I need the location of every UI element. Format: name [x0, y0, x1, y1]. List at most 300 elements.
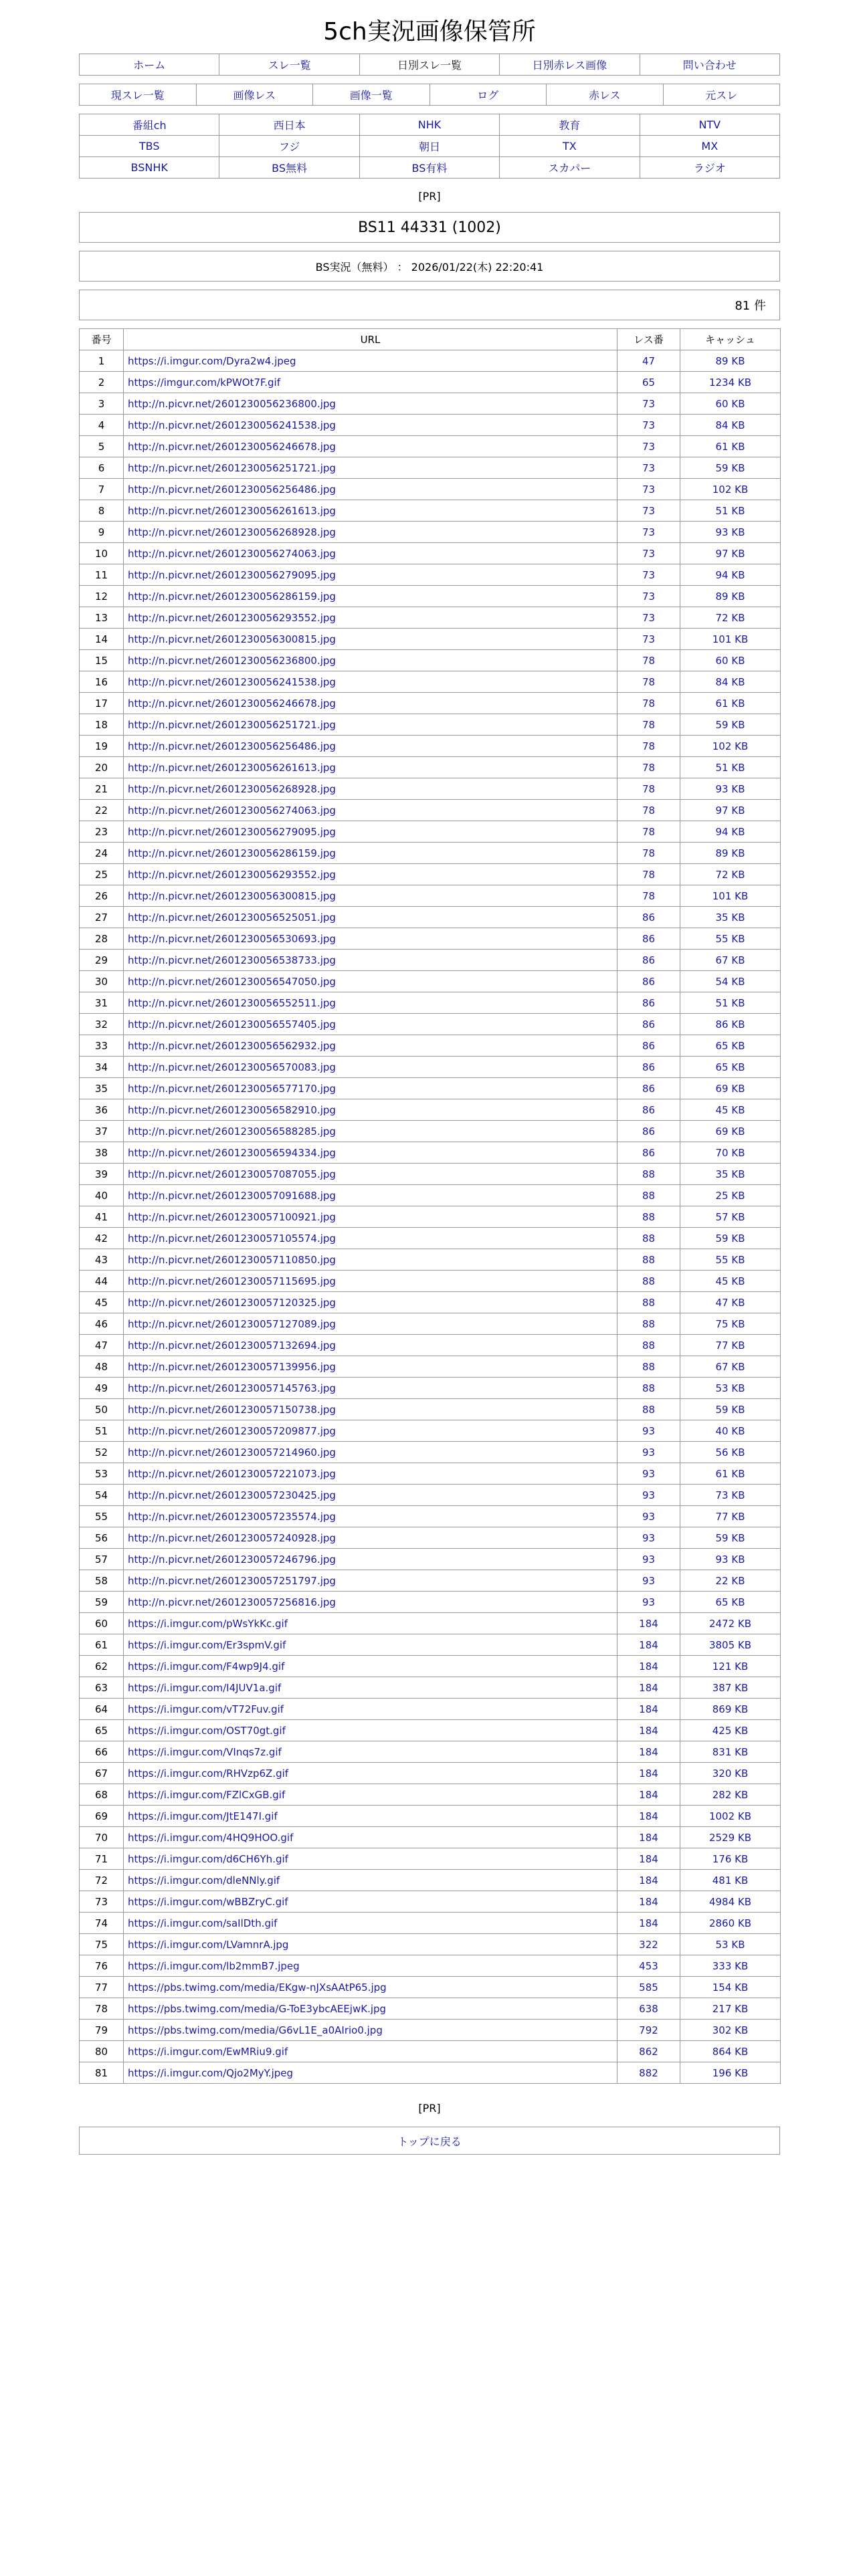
- image-url-link[interactable]: http://n.picvr.net/2601230056300815.jpg: [128, 889, 336, 902]
- cache-link[interactable]: 70 KB: [715, 1146, 745, 1159]
- row-res-cell: [617, 586, 680, 607]
- image-url-link[interactable]: http://n.picvr.net/2601230057100921.jpg: [128, 1210, 336, 1223]
- image-url-link[interactable]: https://i.imgur.com/OST70gt.gif: [128, 1724, 286, 1737]
- cache-link[interactable]: 282 KB: [712, 1788, 749, 1801]
- res-number-link[interactable]: 73: [642, 547, 656, 560]
- row-cache-cell: [680, 629, 781, 650]
- res-number-link[interactable]: 78: [642, 697, 656, 710]
- image-url-link[interactable]: http://n.picvr.net/2601230057132694.jpg: [128, 1339, 336, 1352]
- res-number-link[interactable]: 86: [642, 1018, 656, 1031]
- cache-link[interactable]: 84 KB: [715, 675, 745, 688]
- cache-link[interactable]: 59 KB: [715, 461, 745, 474]
- row-res-cell: [617, 436, 680, 457]
- image-url-link[interactable]: http://n.picvr.net/2601230057087055.jpg: [128, 1168, 336, 1180]
- cache-link[interactable]: 864 KB: [712, 2045, 749, 2058]
- cache-link[interactable]: 387 KB: [712, 1681, 749, 1694]
- res-number-link[interactable]: 882: [639, 2066, 658, 2079]
- res-number-link[interactable]: 86: [642, 1039, 656, 1052]
- cache-link[interactable]: 1002 KB: [708, 1810, 752, 1822]
- image-url-link[interactable]: http://n.picvr.net/2601230056300815.jpg: [128, 633, 336, 645]
- image-url-link[interactable]: http://n.picvr.net/2601230057139956.jpg: [128, 1360, 336, 1373]
- row-url-cell: [124, 736, 617, 757]
- cache-link[interactable]: 61 KB: [715, 1467, 745, 1480]
- cache-link[interactable]: 93 KB: [715, 526, 745, 538]
- cache-link[interactable]: 45 KB: [715, 1103, 745, 1116]
- cache-link[interactable]: 40 KB: [715, 1424, 745, 1437]
- main-nav-link[interactable]: 日別赤レス画像: [532, 59, 607, 72]
- cache-link[interactable]: 1234 KB: [708, 376, 752, 389]
- image-url-link[interactable]: http://n.picvr.net/2601230057105574.jpg: [128, 1232, 336, 1245]
- image-count: 81 件: [735, 299, 766, 313]
- cache-link[interactable]: 65 KB: [715, 1061, 745, 1073]
- image-url-link[interactable]: https://i.imgur.com/Dyra2w4.jpeg: [128, 354, 296, 367]
- channel-link[interactable]: MX: [701, 140, 719, 152]
- cache-link[interactable]: 75 KB: [715, 1317, 745, 1330]
- channel-link[interactable]: 教育: [559, 119, 581, 132]
- res-number-link[interactable]: 184: [639, 1895, 658, 1908]
- image-url-link[interactable]: https://imgur.com/kPWOt7F.gif: [128, 376, 280, 389]
- cache-link[interactable]: 101 KB: [712, 889, 749, 902]
- res-number-link[interactable]: 184: [639, 1831, 658, 1844]
- channel-link[interactable]: ラジオ: [693, 162, 726, 175]
- image-url-link[interactable]: https://i.imgur.com/dleNNly.gif: [128, 1874, 280, 1887]
- res-number-link[interactable]: 47: [642, 354, 656, 367]
- image-url-link[interactable]: http://n.picvr.net/2601230056241538.jpg: [128, 419, 336, 431]
- row-cache-cell: [680, 992, 781, 1014]
- thread-nav-link[interactable]: 現スレ一覧: [110, 89, 165, 102]
- cache-link[interactable]: 2472 KB: [708, 1617, 752, 1630]
- res-number-link[interactable]: 86: [642, 911, 656, 924]
- image-url-link[interactable]: http://n.picvr.net/2601230057150738.jpg: [128, 1403, 336, 1416]
- cache-link[interactable]: 45 KB: [715, 1275, 745, 1287]
- image-url-link[interactable]: https://pbs.twimg.com/media/G6vL1E_a0AIrio0.jpg: [128, 2024, 383, 2036]
- back-to-top-link[interactable]: トップに戻る: [397, 2135, 462, 2148]
- cache-link[interactable]: 154 KB: [712, 1981, 749, 1994]
- res-number-link[interactable]: 184: [639, 1767, 658, 1780]
- res-number-link[interactable]: 73: [642, 611, 656, 624]
- image-url-link[interactable]: https://i.imgur.com/RHVzp6Z.gif: [128, 1767, 289, 1780]
- res-number-link[interactable]: 638: [639, 2002, 658, 2015]
- cache-link[interactable]: 65 KB: [715, 1039, 745, 1052]
- image-url-link[interactable]: http://n.picvr.net/2601230056274063.jpg: [128, 547, 336, 560]
- cache-link[interactable]: 53 KB: [715, 1382, 745, 1394]
- image-url-link[interactable]: https://pbs.twimg.com/media/EKgw-nJXsAAtP65.jpg: [128, 1981, 387, 1994]
- res-number-link[interactable]: 88: [642, 1360, 656, 1373]
- table-row: [80, 607, 781, 629]
- res-number-link[interactable]: 78: [642, 740, 656, 752]
- res-number-link[interactable]: 322: [639, 1938, 658, 1951]
- res-number-link[interactable]: 78: [642, 782, 656, 795]
- row-cache-cell: [680, 1891, 781, 1913]
- cache-link[interactable]: 102 KB: [712, 740, 749, 752]
- cache-link[interactable]: 55 KB: [715, 932, 745, 945]
- main-nav-link[interactable]: 問い合わせ: [682, 59, 737, 72]
- res-number-link[interactable]: 88: [642, 1210, 656, 1223]
- res-number-link[interactable]: 184: [639, 1917, 658, 1929]
- thread-nav-link[interactable]: 元スレ: [705, 89, 738, 102]
- res-number-link[interactable]: 86: [642, 975, 656, 988]
- channel-link[interactable]: 西日本: [273, 119, 306, 132]
- res-number-link[interactable]: 93: [642, 1553, 656, 1566]
- res-number-link[interactable]: 184: [639, 1724, 658, 1737]
- cache-link[interactable]: 333 KB: [712, 1959, 749, 1972]
- image-url-link[interactable]: http://n.picvr.net/2601230056547050.jpg: [128, 975, 336, 988]
- cache-link[interactable]: 89 KB: [715, 847, 745, 859]
- cache-link[interactable]: 86 KB: [715, 1018, 745, 1031]
- res-number-link[interactable]: 78: [642, 718, 656, 731]
- image-url-link[interactable]: http://n.picvr.net/2601230057256816.jpg: [128, 1596, 336, 1608]
- row-res-cell: [617, 543, 680, 564]
- image-url-link[interactable]: http://n.picvr.net/2601230056286159.jpg: [128, 590, 336, 603]
- channel-link[interactable]: NHK: [417, 118, 442, 131]
- image-url-link[interactable]: http://n.picvr.net/2601230057127089.jpg: [128, 1317, 336, 1330]
- image-url-link[interactable]: http://n.picvr.net/2601230056256486.jpg: [128, 483, 336, 496]
- res-number-link[interactable]: 73: [642, 568, 656, 581]
- row-cache-cell: [680, 885, 781, 907]
- cache-link[interactable]: 35 KB: [715, 911, 745, 924]
- cache-link[interactable]: 4984 KB: [708, 1895, 752, 1908]
- res-number-link[interactable]: 93: [642, 1510, 656, 1523]
- res-number-link[interactable]: 93: [642, 1467, 656, 1480]
- image-url-link[interactable]: http://n.picvr.net/2601230057246796.jpg: [128, 1553, 336, 1566]
- res-number-link[interactable]: 86: [642, 1146, 656, 1159]
- row-cache-cell: [680, 1677, 781, 1699]
- image-url-link[interactable]: http://n.picvr.net/2601230056246678.jpg: [128, 440, 336, 453]
- cache-link[interactable]: 97 KB: [715, 804, 745, 817]
- channel-link[interactable]: フジ: [278, 140, 300, 153]
- cache-link[interactable]: 94 KB: [715, 825, 745, 838]
- row-res-cell: [617, 1741, 680, 1763]
- image-url-link[interactable]: http://n.picvr.net/2601230056251721.jpg: [128, 461, 336, 474]
- image-url-link[interactable]: https://i.imgur.com/LVamnrA.jpg: [128, 1938, 289, 1951]
- image-url-link[interactable]: http://n.picvr.net/2601230056279095.jpg: [128, 568, 336, 581]
- image-url-link[interactable]: http://n.picvr.net/2601230056525051.jpg: [128, 911, 336, 924]
- cache-link[interactable]: 51 KB: [715, 761, 745, 774]
- image-url-link[interactable]: https://i.imgur.com/pWsYkKc.gif: [128, 1617, 288, 1630]
- image-url-link[interactable]: http://n.picvr.net/2601230056256486.jpg: [128, 740, 336, 752]
- image-url-link[interactable]: http://n.picvr.net/2601230056279095.jpg: [128, 825, 336, 838]
- channel-link[interactable]: スカパー: [548, 162, 591, 175]
- res-number-link[interactable]: 184: [639, 1660, 658, 1673]
- res-number-link[interactable]: 88: [642, 1189, 656, 1202]
- res-number-link[interactable]: 86: [642, 1082, 656, 1095]
- res-number-link[interactable]: 73: [642, 419, 656, 431]
- cache-link[interactable]: 176 KB: [712, 1852, 749, 1865]
- res-number-link[interactable]: 88: [642, 1168, 656, 1180]
- cache-link[interactable]: 51 KB: [715, 504, 745, 517]
- res-number-link[interactable]: 184: [639, 1745, 658, 1758]
- image-url-link[interactable]: https://i.imgur.com/Qjo2MyY.jpeg: [128, 2066, 294, 2079]
- image-url-link[interactable]: http://n.picvr.net/2601230056582910.jpg: [128, 1103, 336, 1116]
- channel-link[interactable]: TX: [563, 140, 577, 152]
- res-number-link[interactable]: 184: [639, 1810, 658, 1822]
- res-number-link[interactable]: 88: [642, 1296, 656, 1309]
- image-url-link[interactable]: http://n.picvr.net/2601230057145763.jpg: [128, 1382, 336, 1394]
- row-url-cell: [124, 1249, 617, 1271]
- cache-link[interactable]: 94 KB: [715, 568, 745, 581]
- channel-link[interactable]: BSNHK: [130, 161, 168, 174]
- cache-link[interactable]: 59 KB: [715, 1531, 745, 1544]
- cache-link[interactable]: 102 KB: [712, 483, 749, 496]
- cache-link[interactable]: 217 KB: [712, 2002, 749, 2015]
- res-number-link[interactable]: 86: [642, 954, 656, 966]
- res-number-link[interactable]: 184: [639, 1681, 658, 1694]
- row-url-cell: [124, 971, 617, 992]
- cache-link[interactable]: 84 KB: [715, 419, 745, 431]
- row-number: 37: [80, 1121, 124, 1142]
- image-url-link[interactable]: https://i.imgur.com/JtE147I.gif: [128, 1810, 278, 1822]
- channel-link[interactable]: BS有料: [411, 162, 448, 175]
- res-number-link[interactable]: 184: [639, 1874, 658, 1887]
- cache-link[interactable]: 93 KB: [715, 782, 745, 795]
- res-number-link[interactable]: 78: [642, 868, 656, 881]
- image-url-link[interactable]: http://n.picvr.net/2601230057120325.jpg: [128, 1296, 336, 1309]
- res-number-link[interactable]: 65: [642, 376, 656, 389]
- res-number-link[interactable]: 184: [639, 1788, 658, 1801]
- cache-link[interactable]: 53 KB: [715, 1938, 745, 1951]
- image-url-link[interactable]: http://n.picvr.net/2601230056557405.jpg: [128, 1018, 336, 1031]
- cache-link[interactable]: 101 KB: [712, 633, 749, 645]
- row-number: 24: [80, 843, 124, 864]
- image-url-link[interactable]: http://n.picvr.net/2601230056530693.jpg: [128, 932, 336, 945]
- cache-link[interactable]: 61 KB: [715, 440, 745, 453]
- image-url-link[interactable]: http://n.picvr.net/2601230056577170.jpg: [128, 1082, 336, 1095]
- image-url-link[interactable]: http://n.picvr.net/2601230056246678.jpg: [128, 697, 336, 710]
- row-res-cell: [617, 821, 680, 843]
- res-number-link[interactable]: 792: [639, 2024, 658, 2036]
- res-number-link[interactable]: 88: [642, 1317, 656, 1330]
- image-url-link[interactable]: http://n.picvr.net/2601230056274063.jpg: [128, 804, 336, 817]
- cache-link[interactable]: 302 KB: [712, 2024, 749, 2036]
- cache-link[interactable]: 47 KB: [715, 1296, 745, 1309]
- res-number-link[interactable]: 78: [642, 654, 656, 667]
- res-number-link[interactable]: 88: [642, 1339, 656, 1352]
- res-number-link[interactable]: 78: [642, 761, 656, 774]
- res-number-link[interactable]: 93: [642, 1574, 656, 1587]
- res-number-link[interactable]: 78: [642, 675, 656, 688]
- main-nav-link[interactable]: スレ一覧: [268, 59, 311, 72]
- image-url-link[interactable]: http://n.picvr.net/2601230056268928.jpg: [128, 782, 336, 795]
- cache-link[interactable]: 831 KB: [712, 1745, 749, 1758]
- cache-link[interactable]: 22 KB: [715, 1574, 745, 1587]
- cache-link[interactable]: 93 KB: [715, 1553, 745, 1566]
- res-number-link[interactable]: 453: [639, 1959, 658, 1972]
- res-number-link[interactable]: 86: [642, 996, 656, 1009]
- image-url-link[interactable]: http://n.picvr.net/2601230056286159.jpg: [128, 847, 336, 859]
- image-url-link[interactable]: http://n.picvr.net/2601230057240928.jpg: [128, 1531, 336, 1544]
- thread-nav-link[interactable]: 画像一覧: [349, 89, 393, 102]
- res-number-link[interactable]: 184: [639, 1617, 658, 1630]
- channel-link[interactable]: 番組ch: [132, 119, 167, 132]
- image-url-link[interactable]: https://i.imgur.com/FZlCxGB.gif: [128, 1788, 286, 1801]
- image-url-link[interactable]: https://i.imgur.com/saIlDth.gif: [128, 1917, 278, 1929]
- image-url-link[interactable]: http://n.picvr.net/2601230056588285.jpg: [128, 1125, 336, 1138]
- res-number-link[interactable]: 73: [642, 590, 656, 603]
- cache-link[interactable]: 55 KB: [715, 1253, 745, 1266]
- image-url-link[interactable]: http://n.picvr.net/2601230056236800.jpg: [128, 654, 336, 667]
- main-nav-link[interactable]: ホーム: [133, 59, 166, 72]
- image-url-link[interactable]: http://n.picvr.net/2601230056261613.jpg: [128, 761, 336, 774]
- cache-link[interactable]: 121 KB: [712, 1660, 749, 1673]
- cache-link[interactable]: 51 KB: [715, 996, 745, 1009]
- cache-link[interactable]: 60 KB: [715, 397, 745, 410]
- res-number-link[interactable]: 73: [642, 526, 656, 538]
- res-number-link[interactable]: 88: [642, 1232, 656, 1245]
- res-number-link[interactable]: 86: [642, 1125, 656, 1138]
- res-number-link[interactable]: 78: [642, 889, 656, 902]
- res-number-link[interactable]: 93: [642, 1596, 656, 1608]
- image-url-link[interactable]: http://n.picvr.net/2601230056268928.jpg: [128, 526, 336, 538]
- image-url-link[interactable]: http://n.picvr.net/2601230056236800.jpg: [128, 397, 336, 410]
- cache-link[interactable]: 481 KB: [712, 1874, 749, 1887]
- cache-link[interactable]: 67 KB: [715, 954, 745, 966]
- cache-link[interactable]: 59 KB: [715, 1232, 745, 1245]
- res-number-link[interactable]: 585: [639, 1981, 658, 1994]
- res-number-link[interactable]: 184: [639, 1852, 658, 1865]
- cache-link[interactable]: 59 KB: [715, 1403, 745, 1416]
- cache-link[interactable]: 61 KB: [715, 697, 745, 710]
- image-url-link[interactable]: https://i.imgur.com/vT72Fuv.gif: [128, 1703, 284, 1715]
- image-url-link[interactable]: http://n.picvr.net/2601230057235574.jpg: [128, 1510, 336, 1523]
- image-url-link[interactable]: http://n.picvr.net/2601230056251721.jpg: [128, 718, 336, 731]
- image-url-link[interactable]: http://n.picvr.net/2601230057115695.jpg: [128, 1275, 336, 1287]
- image-url-link[interactable]: http://n.picvr.net/2601230056538733.jpg: [128, 954, 336, 966]
- cache-link[interactable]: 320 KB: [712, 1767, 749, 1780]
- res-number-link[interactable]: 73: [642, 504, 656, 517]
- res-number-link[interactable]: 93: [642, 1424, 656, 1437]
- image-url-link[interactable]: https://i.imgur.com/I4JUV1a.gif: [128, 1681, 282, 1694]
- table-row: [80, 1827, 781, 1848]
- image-url-link[interactable]: https://pbs.twimg.com/media/G-ToE3ybcAEEjwK.jpg: [128, 2002, 387, 2015]
- cache-link[interactable]: 196 KB: [712, 2066, 749, 2079]
- res-number-link[interactable]: 78: [642, 847, 656, 859]
- image-url-link[interactable]: https://i.imgur.com/4HQ9HOO.gif: [128, 1831, 294, 1844]
- image-url-link[interactable]: http://n.picvr.net/2601230057214960.jpg: [128, 1446, 336, 1459]
- row-url-cell: [124, 1485, 617, 1506]
- cache-link[interactable]: 73 KB: [715, 1489, 745, 1501]
- cache-link[interactable]: 2529 KB: [708, 1831, 752, 1844]
- row-url-cell: [124, 1592, 617, 1613]
- image-url-link[interactable]: https://i.imgur.com/Er3spmV.gif: [128, 1638, 286, 1651]
- cache-link[interactable]: 57 KB: [715, 1210, 745, 1223]
- row-number: 39: [80, 1164, 124, 1185]
- res-number-link[interactable]: 86: [642, 1061, 656, 1073]
- res-number-link[interactable]: 88: [642, 1253, 656, 1266]
- res-number-link[interactable]: 88: [642, 1275, 656, 1287]
- row-cache-cell: [680, 543, 781, 564]
- channel-link[interactable]: 朝日: [418, 140, 440, 153]
- image-url-link[interactable]: http://n.picvr.net/2601230056594334.jpg: [128, 1146, 336, 1159]
- cache-link[interactable]: 72 KB: [715, 868, 745, 881]
- cache-link[interactable]: 25 KB: [715, 1189, 745, 1202]
- row-url-cell: [124, 629, 617, 650]
- cache-link[interactable]: 69 KB: [715, 1125, 745, 1138]
- cache-link[interactable]: 89 KB: [715, 354, 745, 367]
- image-url-link[interactable]: http://n.picvr.net/2601230057221073.jpg: [128, 1467, 336, 1480]
- row-res-cell: [617, 1206, 680, 1228]
- channel-link[interactable]: TBS: [138, 140, 160, 152]
- page-container: [79, 0, 780, 2155]
- image-url-link[interactable]: https://i.imgur.com/VInqs7z.gif: [128, 1745, 282, 1758]
- res-number-link[interactable]: 184: [639, 1703, 658, 1715]
- cache-link[interactable]: 77 KB: [715, 1339, 745, 1352]
- res-number-link[interactable]: 93: [642, 1531, 656, 1544]
- image-url-link[interactable]: http://n.picvr.net/2601230056293552.jpg: [128, 868, 336, 881]
- image-url-link[interactable]: https://i.imgur.com/lb2mmB7.jpeg: [128, 1959, 300, 1972]
- image-url-link[interactable]: http://n.picvr.net/2601230056241538.jpg: [128, 675, 336, 688]
- image-url-link[interactable]: http://n.picvr.net/2601230056552511.jpg: [128, 996, 336, 1009]
- cache-link[interactable]: 89 KB: [715, 590, 745, 603]
- cache-link[interactable]: 56 KB: [715, 1446, 745, 1459]
- cache-link[interactable]: 67 KB: [715, 1360, 745, 1373]
- cache-link[interactable]: 3805 KB: [708, 1638, 752, 1651]
- res-number-link[interactable]: 93: [642, 1446, 656, 1459]
- image-url-link[interactable]: https://i.imgur.com/d6CH6Yh.gif: [128, 1852, 288, 1865]
- channel-link[interactable]: BS無料: [272, 162, 308, 175]
- cache-link[interactable]: 72 KB: [715, 611, 745, 624]
- thread-nav-link[interactable]: 赤レス: [588, 89, 621, 102]
- cache-link[interactable]: 77 KB: [715, 1510, 745, 1523]
- cache-link[interactable]: 425 KB: [712, 1724, 749, 1737]
- table-row: [80, 2041, 781, 2062]
- res-number-link[interactable]: 73: [642, 397, 656, 410]
- res-number-link[interactable]: 73: [642, 483, 656, 496]
- cache-link[interactable]: 65 KB: [715, 1596, 745, 1608]
- res-number-link[interactable]: 862: [639, 2045, 658, 2058]
- res-number-link[interactable]: 78: [642, 804, 656, 817]
- cache-link[interactable]: 54 KB: [715, 975, 745, 988]
- image-url-link[interactable]: http://n.picvr.net/2601230057091688.jpg: [128, 1189, 336, 1202]
- res-number-link[interactable]: 73: [642, 440, 656, 453]
- res-number-link[interactable]: 93: [642, 1489, 656, 1501]
- res-number-link[interactable]: 86: [642, 1103, 656, 1116]
- thread-nav-link[interactable]: 画像レス: [233, 89, 276, 102]
- cache-link[interactable]: 97 KB: [715, 547, 745, 560]
- cache-link[interactable]: 35 KB: [715, 1168, 745, 1180]
- channel-link[interactable]: NTV: [698, 118, 721, 131]
- res-number-link[interactable]: 73: [642, 461, 656, 474]
- image-url-link[interactable]: http://n.picvr.net/2601230057251797.jpg: [128, 1574, 336, 1587]
- image-url-link[interactable]: http://n.picvr.net/2601230057110850.jpg: [128, 1253, 336, 1266]
- res-number-link[interactable]: 184: [639, 1638, 658, 1651]
- cache-link[interactable]: 869 KB: [712, 1703, 749, 1715]
- row-res-cell: [617, 843, 680, 864]
- res-number-link[interactable]: 88: [642, 1382, 656, 1394]
- image-url-link[interactable]: http://n.picvr.net/2601230056261613.jpg: [128, 504, 336, 517]
- res-number-link[interactable]: 86: [642, 932, 656, 945]
- cache-link[interactable]: 2860 KB: [708, 1917, 752, 1929]
- image-url-link[interactable]: http://n.picvr.net/2601230057230425.jpg: [128, 1489, 336, 1501]
- image-url-link[interactable]: http://n.picvr.net/2601230056570083.jpg: [128, 1061, 336, 1073]
- cache-link[interactable]: 69 KB: [715, 1082, 745, 1095]
- image-url-link[interactable]: https://i.imgur.com/EwMRiu9.gif: [128, 2045, 288, 2058]
- image-url-link[interactable]: http://n.picvr.net/2601230056562932.jpg: [128, 1039, 336, 1052]
- image-url-link[interactable]: https://i.imgur.com/wBBZryC.gif: [128, 1895, 288, 1908]
- row-url-cell: [124, 1356, 617, 1378]
- table-row: [80, 2062, 781, 2084]
- image-url-link[interactable]: https://i.imgur.com/F4wp9J4.gif: [128, 1660, 285, 1673]
- cache-link[interactable]: 59 KB: [715, 718, 745, 731]
- cache-link[interactable]: 60 KB: [715, 654, 745, 667]
- res-number-link[interactable]: 73: [642, 633, 656, 645]
- image-url-link[interactable]: http://n.picvr.net/2601230056293552.jpg: [128, 611, 336, 624]
- image-url-link[interactable]: http://n.picvr.net/2601230057209877.jpg: [128, 1424, 336, 1437]
- thread-nav-link[interactable]: ログ: [477, 89, 499, 102]
- row-url-cell: [124, 1185, 617, 1206]
- row-url-cell: [124, 2062, 617, 2084]
- res-number-link[interactable]: 78: [642, 825, 656, 838]
- res-number-link[interactable]: 88: [642, 1403, 656, 1416]
